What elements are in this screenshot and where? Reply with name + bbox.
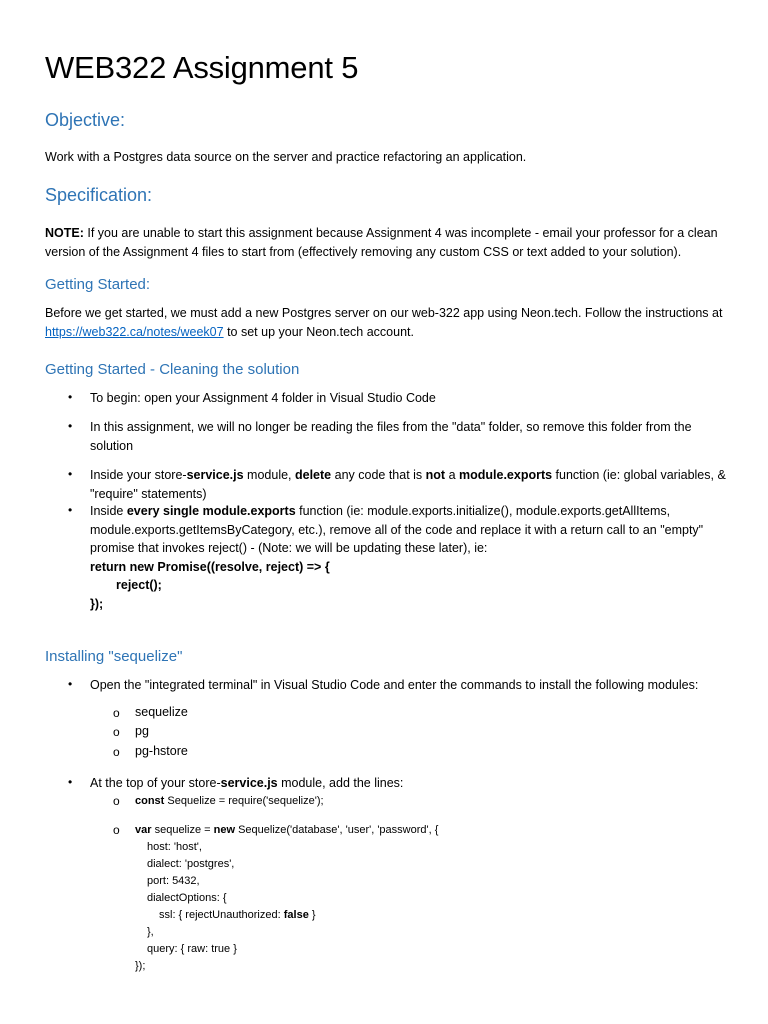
- bold-run: module.exports: [459, 468, 553, 482]
- text-run: module,: [243, 468, 295, 482]
- getting-started-text-after: to set up your Neon.tech account.: [223, 324, 414, 339]
- note-label: NOTE:: [45, 226, 84, 240]
- sub-bullet: o: [113, 725, 120, 739]
- bullet-dot: •: [68, 677, 73, 691]
- week07-notes-link[interactable]: https://web322.ca/notes/week07: [45, 324, 224, 339]
- bullet-dot: •: [68, 775, 73, 789]
- bold-run: not: [425, 468, 446, 482]
- code-line: return new Promise((resolve, reject) => {: [90, 559, 330, 574]
- text-run: function (ie: module.exports.initialize(), module.exports.getAllItems, module.exports.getItemsByCategory, etc.), remove all of the code and replace it with a return call to an "empty" promise that invokes reject() - (Note: we will be updating these later), ie:: [90, 504, 704, 555]
- bullet-dot: •: [68, 419, 73, 433]
- installing-item-2: [90, 774, 730, 793]
- code-keyword: new: [213, 824, 236, 836]
- bold-run: every single module.exports: [126, 504, 296, 518]
- bold-run: service.js: [220, 776, 278, 790]
- getting-started-text-before: Before we get started, we must add a new Postgres server on our web-322 app using Neon.tech. Follow the instructions at: [45, 306, 723, 320]
- note-text: If you are unable to start this assignment because Assignment 4 was incomplete - email your professor for a clean version of the Assignment 4 files to start from (effectively removing any custom CSS or text added to your solution).: [45, 226, 718, 259]
- installing-item-1: Open the "integrated terminal" in Visual Studio Code and enter the commands to install the following modules:: [90, 678, 699, 692]
- code-line: });: [90, 596, 104, 611]
- promise-code-block: [90, 558, 730, 614]
- bold-run: delete: [295, 468, 332, 482]
- cleaning-item-3: [90, 466, 730, 503]
- text-run: module, add the lines:: [277, 776, 404, 790]
- text-run: function (ie: global variables, & "require" statements): [90, 468, 726, 501]
- text-run: Inside your store-: [90, 468, 187, 482]
- code-line: port: 5432,: [147, 875, 200, 887]
- getting-started-text: [45, 304, 735, 341]
- specification-heading: Specification:: [45, 185, 153, 205]
- bold-run: service.js: [186, 468, 244, 482]
- sub-bullet: o: [113, 823, 120, 837]
- code-text: ssl: { rejectUnauthorized:: [159, 909, 284, 921]
- code-text: Sequelize = require('sequelize');: [164, 795, 324, 807]
- require-sequelize-code: [135, 793, 695, 810]
- code-text: }: [308, 909, 316, 921]
- code-text: sequelize =: [151, 824, 214, 836]
- code-keyword: var: [135, 824, 152, 836]
- code-line: host: 'host',: [147, 841, 202, 853]
- module-pg: pg: [135, 724, 149, 738]
- code-line: });: [135, 960, 146, 972]
- text-run: Inside: [90, 504, 127, 518]
- cleaning-item-1: To begin: open your Assignment 4 folder in Visual Studio Code: [90, 391, 436, 405]
- objective-text: Work with a Postgres data source on the server and practice refactoring an application.: [45, 150, 527, 164]
- text-run: a: [445, 468, 459, 482]
- cleaning-heading: Getting Started - Cleaning the solution: [45, 361, 300, 378]
- module-pg-hstore: pg-hstore: [135, 744, 188, 758]
- module-sequelize: sequelize: [135, 705, 188, 719]
- code-line: query: { raw: true }: [147, 943, 237, 955]
- cleaning-item-2: In this assignment, we will no longer be reading the files from the "data" folder, so remove this folder from the solution: [90, 420, 692, 453]
- document-title: WEB322 Assignment 5: [45, 50, 359, 85]
- objective-heading: Objective:: [45, 110, 126, 130]
- code-line: dialectOptions: {: [147, 892, 227, 904]
- code-line: reject();: [116, 578, 162, 592]
- specification-note: [45, 224, 735, 261]
- sequelize-config-code: [135, 822, 695, 975]
- bullet-dot: •: [68, 503, 73, 517]
- code-keyword: false: [283, 909, 309, 921]
- sub-bullet: o: [113, 706, 120, 720]
- bullet-dot: •: [68, 390, 73, 404]
- code-line: [135, 907, 695, 924]
- code-text: Sequelize('database', 'user', 'password', {: [235, 824, 439, 836]
- code-line: },: [147, 926, 154, 938]
- cleaning-item-4: [90, 502, 730, 613]
- sub-bullet: o: [113, 794, 120, 808]
- text-run: any code that is: [331, 468, 426, 482]
- text-run: At the top of your store-: [90, 776, 221, 790]
- code-keyword: const: [135, 795, 165, 807]
- code-line: dialect: 'postgres',: [147, 858, 235, 870]
- installing-heading: Installing "sequelize": [45, 648, 183, 665]
- sub-bullet: o: [113, 745, 120, 759]
- getting-started-heading: Getting Started:: [45, 276, 151, 293]
- bullet-dot: •: [68, 467, 73, 481]
